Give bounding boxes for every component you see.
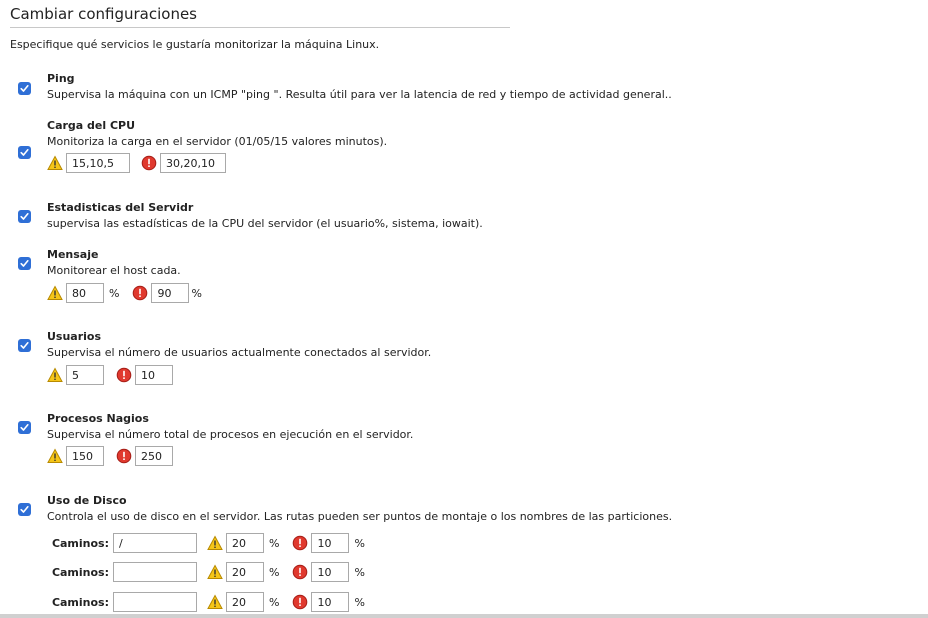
service-name: Mensaje — [47, 248, 99, 261]
critical-exclamation-icon — [132, 285, 148, 301]
message-checkbox[interactable] — [18, 257, 31, 270]
percent-unit: % — [269, 536, 280, 550]
users-checkbox[interactable] — [18, 339, 31, 352]
service-desc: Supervisa la máquina con un ICMP "ping ". Resulta útil para ver la latencia de red y tiempo de actividad general.. — [47, 88, 672, 101]
intro-text: Especifique qué servicios le gustaría monitorizar la máquina Linux. — [10, 38, 380, 51]
service-name: Estadisticas del Servidr — [47, 201, 194, 214]
service-desc: Controla el uso de disco en el servidor. Las rutas pueden ser puntos de montaje o los nombres de las particiones. — [47, 510, 673, 523]
checkmark-icon — [20, 505, 29, 514]
message-warning-input[interactable] — [66, 283, 104, 303]
checkmark-icon — [20, 423, 29, 432]
critical-exclamation-icon — [116, 367, 132, 383]
checkmark-icon — [20, 259, 29, 268]
path-label: Caminos: — [51, 536, 109, 550]
service-name: Ping — [47, 72, 75, 85]
percent-unit: % — [354, 536, 365, 550]
service-desc: Supervisa el número de usuarios actualmente conectados al servidor. — [47, 346, 432, 359]
checkmark-icon — [20, 341, 29, 350]
warning-triangle-icon — [47, 367, 63, 383]
disk-path-row — [47, 592, 365, 612]
threshold-row — [47, 283, 202, 303]
warning-triangle-icon — [47, 448, 63, 464]
message-critical-input[interactable] — [151, 283, 189, 303]
disk-critical-input[interactable] — [311, 592, 349, 612]
service-name: Usuarios — [47, 330, 102, 343]
disk-path-input[interactable] — [113, 592, 197, 612]
disk-path-row — [47, 562, 365, 582]
cpu-critical-input[interactable] — [160, 153, 226, 173]
users-critical-input[interactable] — [135, 365, 173, 385]
procs-warning-input[interactable] — [66, 446, 104, 466]
path-label: Caminos: — [51, 565, 109, 579]
cpu-warning-input[interactable] — [66, 153, 130, 173]
warning-triangle-icon — [47, 285, 63, 301]
service-name: Procesos Nagios — [47, 412, 149, 425]
threshold-row — [47, 446, 173, 466]
percent-unit: % — [354, 565, 365, 579]
service-name: Carga del CPU — [47, 119, 136, 132]
checkmark-icon — [20, 212, 29, 221]
percent-unit: % — [269, 595, 280, 609]
service-desc: Monitorear el host cada. — [47, 264, 181, 277]
disk-warning-input[interactable] — [226, 533, 264, 553]
threshold-row — [47, 153, 226, 173]
service-desc: Monitoriza la carga en el servidor (01/05/15 valores minutos). — [47, 135, 388, 148]
procs-critical-input[interactable] — [135, 446, 173, 466]
service-desc: Supervisa el número total de procesos en ejecución en el servidor. — [47, 428, 414, 441]
users-warning-input[interactable] — [66, 365, 104, 385]
threshold-row — [47, 365, 173, 385]
percent-unit: % — [354, 595, 365, 609]
warning-triangle-icon — [207, 564, 223, 580]
warning-triangle-icon — [207, 535, 223, 551]
cpu-checkbox[interactable] — [18, 146, 31, 159]
bottom-scroll-edge — [0, 614, 928, 618]
critical-exclamation-icon — [116, 448, 132, 464]
critical-exclamation-icon — [141, 155, 157, 171]
ping-checkbox[interactable] — [18, 82, 31, 95]
percent-unit: % — [191, 286, 202, 300]
disk-critical-input[interactable] — [311, 562, 349, 582]
procs-checkbox[interactable] — [18, 421, 31, 434]
service-name: Uso de Disco — [47, 494, 127, 507]
disk-checkbox[interactable] — [18, 503, 31, 516]
path-label: Caminos: — [51, 595, 109, 609]
critical-exclamation-icon — [292, 564, 308, 580]
disk-critical-input[interactable] — [311, 533, 349, 553]
critical-exclamation-icon — [292, 594, 308, 610]
critical-exclamation-icon — [292, 535, 308, 551]
disk-path-input[interactable] — [113, 562, 197, 582]
disk-path-input[interactable] — [113, 533, 197, 553]
disk-warning-input[interactable] — [226, 562, 264, 582]
disk-warning-input[interactable] — [226, 592, 264, 612]
percent-unit: % — [109, 286, 120, 300]
warning-triangle-icon — [47, 155, 63, 171]
service-desc: supervisa las estadísticas de la CPU del servidor (el usuario%, sistema, iowait). — [47, 217, 483, 230]
warning-triangle-icon — [207, 594, 223, 610]
page-title: Cambiar configuraciones — [10, 5, 510, 28]
stats-checkbox[interactable] — [18, 210, 31, 223]
disk-path-row — [47, 533, 365, 553]
checkmark-icon — [20, 84, 29, 93]
percent-unit: % — [269, 565, 280, 579]
checkmark-icon — [20, 148, 29, 157]
